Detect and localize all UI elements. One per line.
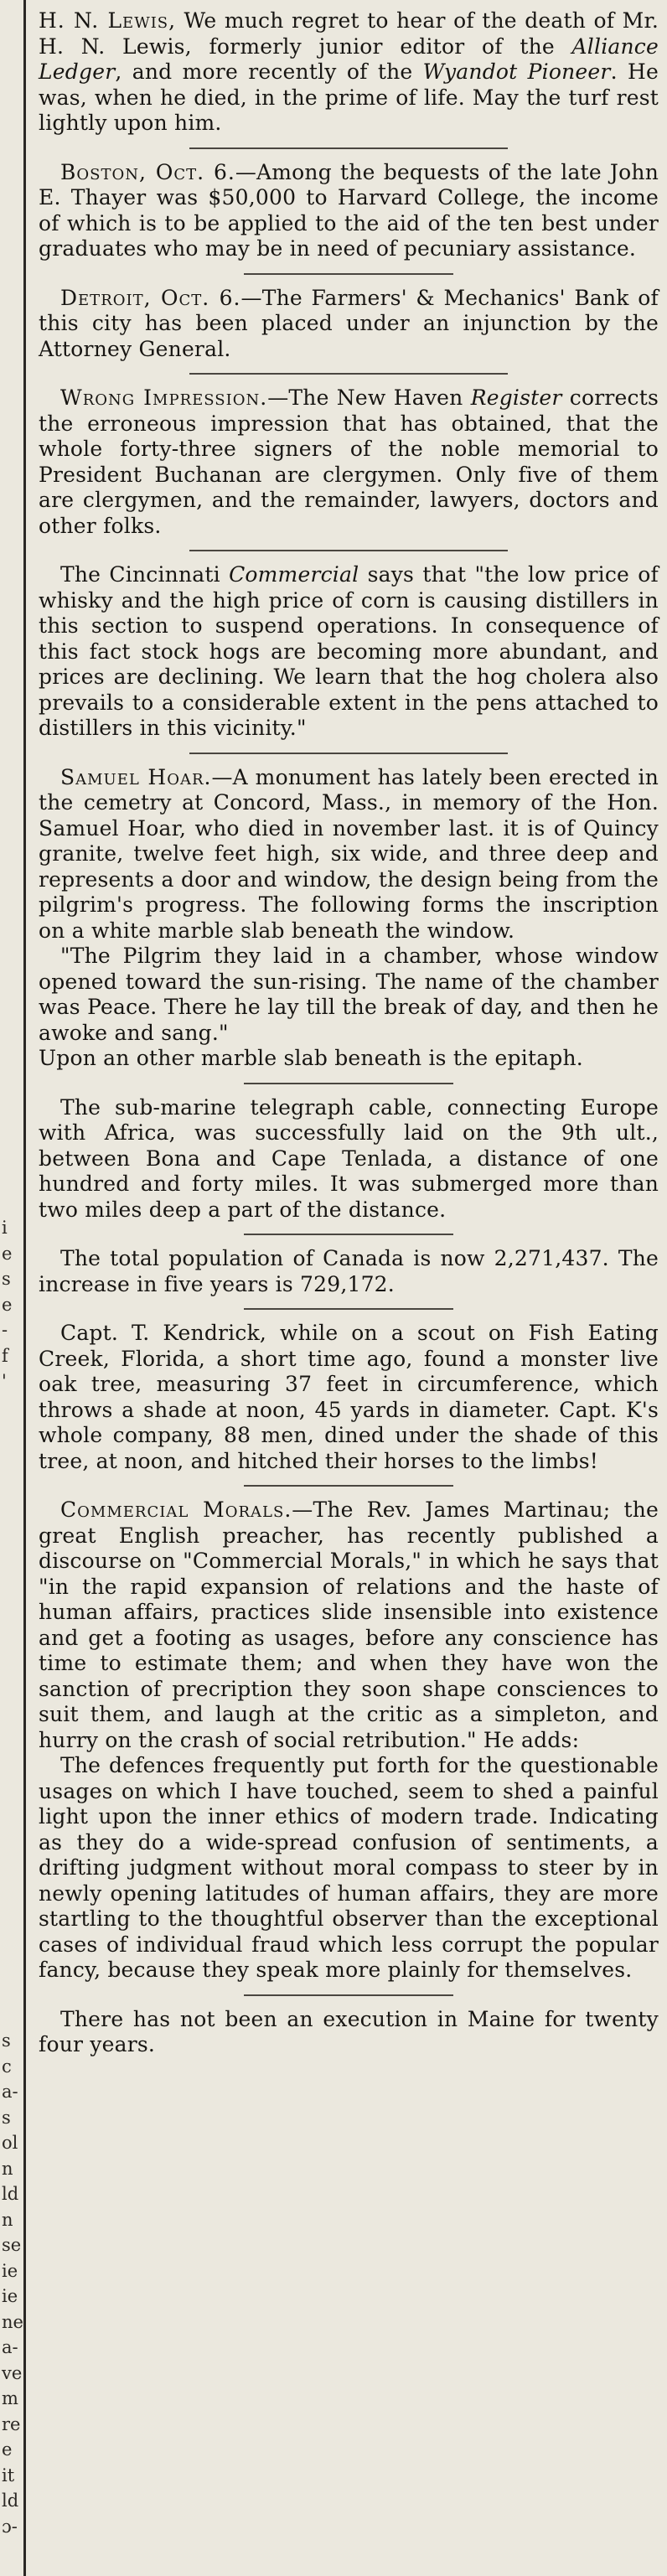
separator-rule — [244, 1308, 453, 1310]
news-column — [39, 0, 659, 2058]
maine-item: There has not been an execution in Maine for twenty four years. — [39, 2006, 659, 2056]
margin-fragment: ne — [2, 2311, 23, 2332]
lewis-heading: H. N. Lewis, — [39, 8, 177, 33]
margin-fragment: it — [2, 2465, 15, 2485]
margin-fragment: ld — [2, 2184, 19, 2204]
margin-fragment: ' — [2, 1371, 7, 1391]
margin-fragment: i — [2, 1218, 8, 1238]
kendrick-item: Capt. T. Kendrick, while on a scout on Fish Eating Creek, Florida, a short time ago, found a monster live oak tree, measuring 37 feet in circumference, which throws a shade at noon, 45 yards in diameter. Capt. K's whole company, 88 men, dined under the shade of this tree, at noon, and hitched their horses to the limbs! — [39, 1321, 659, 1473]
boston-heading: Boston, Oct. 6. — [60, 159, 235, 184]
detroit-item: Detroit, Oct. 6.—The Farmers' & Mechanics' Bank of this city has been placed under an injunction by the Attorney General. — [39, 285, 659, 361]
cincinnati-item: The Cincinnati Commercial says that "the low price of whisky and the high price of corn is causing distillers in this section to suspend operations. In consequence of this fact stock hogs are becoming more abundant, and prices are declining. We learn that the hog cholera also prevails to a considerable extent in the pens attached to distillers in this vicinity." — [39, 562, 659, 740]
hoar-heading: Samuel Hoar. — [60, 764, 212, 789]
margin-fragment: s — [2, 2030, 11, 2051]
margin-fragment: c — [2, 2056, 12, 2077]
alliance-ledger-title: Alliance Ledger — [39, 34, 659, 84]
commercial-morals-quote: The defences frequently put forth for the questionable usages on which I have touched, seem to shed a painful light upon the inner ethics of modern trade. Indicating as they do a wide-spread confusion of sentiments, a drifting judgment without moral compass to steer by in newly opening latitudes of human affairs, they are more startling to the thoughtful observer than the exceptional cases of individual fraud which less corrupt the popular fancy, because they speak more plainly for themselves. — [39, 1753, 659, 1982]
margin-fragment: e — [2, 1294, 13, 1315]
margin-fragment: e — [2, 2439, 13, 2460]
separator-rule — [189, 373, 508, 375]
hoar-item: Samuel Hoar.—A monument has lately been erected in the cemetry at Concord, Mass., in memory of the Hon. Samuel Hoar, who died in november last. it is of Quincy granite, twelve feet high, six wide, and three deep and represents a door and window, the design being from the pilgrim's progress. The following forms the inscription on a white marble slab beneath the window. — [39, 764, 659, 943]
commercial-morals-item: Commercial Morals.—The Rev. James Martinau; the great English preacher, has recently published a discourse on "Commercial Morals," in which he says that "in the rapid expansion of relations and the haste of human affairs, practices slide insensible into existence and get a footing as usages, before any conscience has time to estimate them; and when they have won the sanction of precription they soon shape consciences to suit them, and laugh at the critic as a simpleton, and hurry on the crash of social retribution." He adds: — [39, 1497, 659, 1752]
left-margin-fragments-upper — [2, 1215, 22, 1394]
detroit-heading: Detroit, Oct. 6. — [60, 285, 241, 310]
separator-rule — [189, 550, 508, 551]
margin-fragment: n — [2, 2209, 13, 2230]
separator-rule — [244, 1234, 453, 1235]
separator-rule — [189, 753, 508, 754]
commercial-title: Commercial — [229, 562, 359, 587]
margin-fragment: ld — [2, 2491, 19, 2511]
margin-fragment: m — [2, 2388, 18, 2408]
cable-item: The sub-marine telegraph cable, connecting Europe with Africa, was successfully laid on the 9th ult., between Bona and Cape Tenlada, a distance of one hundred and forty miles. It was submerged more than two miles deep a part of the distance. — [39, 1094, 659, 1222]
margin-fragment: ol — [2, 2133, 18, 2153]
wyandot-pioneer-title: Wyandot Pioneer — [422, 59, 611, 84]
margin-fragment: ie — [2, 2286, 18, 2306]
separator-rule — [244, 1083, 453, 1084]
boston-item: Boston, Oct. 6.—Among the bequests of the late John E. Thayer was $50,000 to Harvard College, the income of which is to be applied to the aid of the ten best under graduates who may be in need of pecuniary assistance. — [39, 159, 659, 261]
separator-rule — [244, 1994, 453, 1996]
margin-fragment: - — [2, 1320, 8, 1340]
margin-fragment: ɔ- — [2, 2516, 18, 2537]
canada-item: The total population of Canada is now 2,271,437. The increase in five years is 729,172. — [39, 1246, 659, 1296]
margin-fragment: f — [2, 1345, 8, 1366]
hoar-inscription: "The Pilgrim they laid in a chamber, whose window opened toward the sun-rising. The name of the chamber was Peace. There he lay till the break of day, and then he awoke and sang." — [39, 944, 659, 1045]
wrong-impression-heading: Wrong Impression. — [60, 385, 268, 410]
margin-fragment: n — [2, 2158, 13, 2179]
margin-fragment: s — [2, 1269, 11, 1289]
margin-fragment: ie — [2, 2260, 18, 2281]
margin-fragment: se — [2, 2235, 22, 2255]
register-title: Register — [470, 385, 562, 410]
column-rule — [23, 0, 26, 2576]
separator-rule — [189, 147, 508, 149]
lewis-item: H. N. Lewis, We much regret to hear of the death of Mr. H. N. Lewis, formerly junior editor of the Alliance Ledger, and more recently of the Wyandot Pioneer. He was, when he died, in the prime of life. May the turf rest lightly upon him. — [39, 8, 659, 135]
margin-fragment: e — [2, 1243, 13, 1264]
separator-rule — [244, 1485, 453, 1487]
margin-fragment: re — [2, 2413, 21, 2434]
hoar-epitaph-note: Upon an other marble slab beneath is the epitaph. — [39, 1046, 583, 1070]
wrong-impression-item: Wrong Impression.—The New Haven Register corrects the erroneous impression that has obtained, that the whole forty-three signers of the noble memorial to President Buchanan are clergymen. Only five of them are clergymen, and the remainder, lawyers, doctors and other folks. — [39, 385, 659, 538]
margin-fragment: a- — [2, 2337, 18, 2357]
margin-fragment: ve — [2, 2362, 23, 2383]
margin-fragment: s — [2, 2107, 11, 2128]
separator-rule — [244, 273, 453, 275]
commercial-morals-heading: Commercial Morals. — [60, 1497, 292, 1522]
margin-fragment: a- — [2, 2082, 18, 2102]
left-margin-fragments-lower — [2, 2028, 22, 2539]
